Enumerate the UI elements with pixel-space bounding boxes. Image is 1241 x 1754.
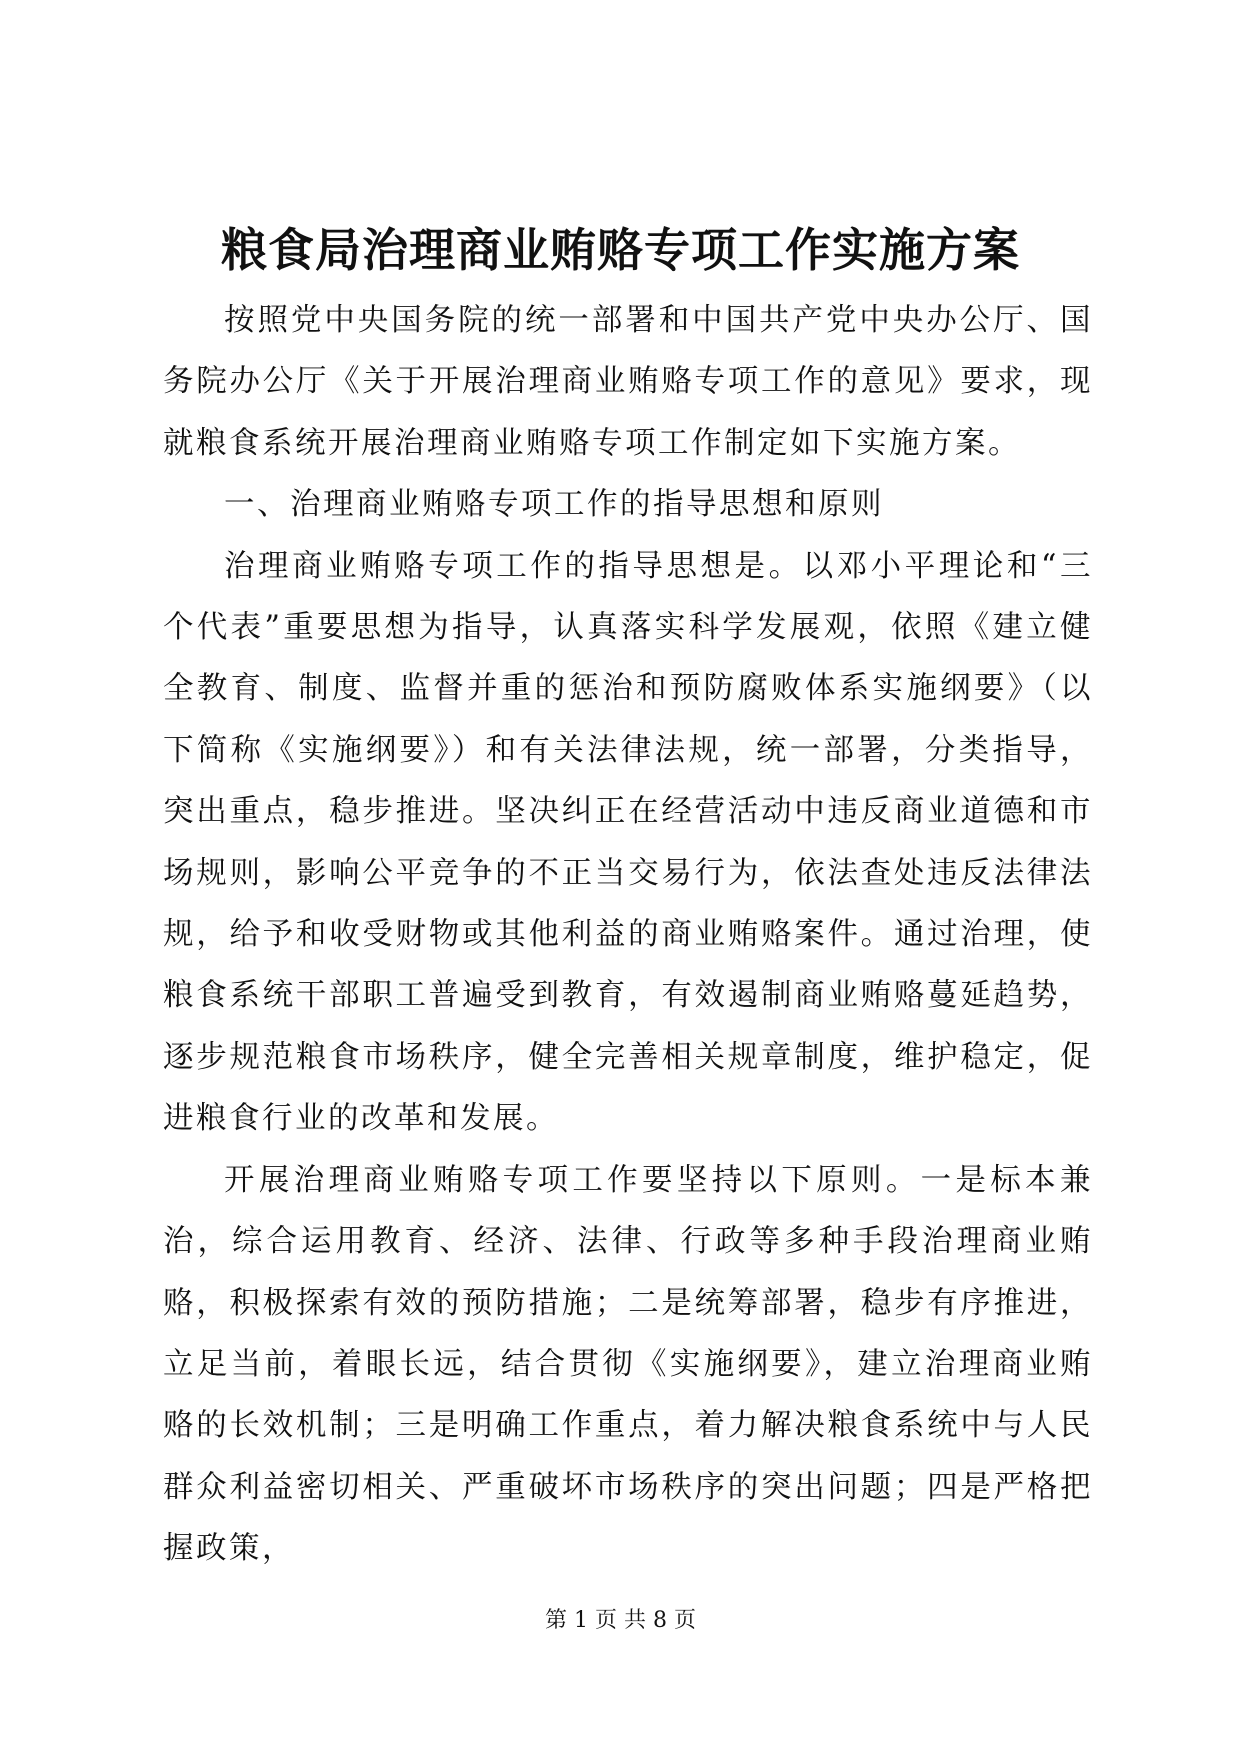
paragraph-guiding-thought: 治理商业贿赂专项工作的指导思想是。以邓小平理论和“三个代表”重要思想为指导，认真落实科学发展观，依照《建立健全教育、制度、监督并重的惩治和预防腐败体系实施纲要》（以下简称《实施纲要》）和有关法律法规，统一部署，分类指导，突出重点，稳步推进。坚决纠正在经营活动中违反商业道德和市场规则，影响公平竞争的不正当交易行为，依法查处违反法律法规，给予和收受财物或其他利益的商业贿赂案件。通过治理，使粮食系统干部职工普遍受到教育，有效遏制商业贿赂蔓延趋势，逐步规范粮食市场秩序，健全完善相关规章制度，维护稳定，促进粮食行业的改革和发展。 <box>163 548 1093 1137</box>
section-heading-1: 一、治理商业贿赂专项工作的指导思想和原则 <box>224 487 884 523</box>
paragraph-principles: 开展治理商业贿赂专项工作要坚持以下原则。一是标本兼治，综合运用教育、经济、法律、行政等多种手段治理商业贿赂，积极探索有效的预防措施；二是统筹部署，稳步有序推进，立足当前，着眼长远，结合贯彻《实施纲要》，建立治理商业贿赂的长效机制；三是明确工作重点，着力解决粮食系统中与人民群众利益密切相关、严重破坏市场秩序的突出问题；四是严格把握政策， <box>163 1162 1093 1567</box>
document-title: 粮食局治理商业贿赂专项工作实施方案 <box>221 223 1020 277</box>
page-footer: 第 1 页 共 8 页 <box>545 1608 696 1633</box>
document-body <box>163 290 1093 1580</box>
paragraph-intro: 按照党中央国务院的统一部署和中国共产党中央办公厅、国务院办公厅《关于开展治理商业贿赂专项工作的意见》要求，现就粮食系统开展治理商业贿赂专项工作制定如下实施方案。 <box>163 303 1093 461</box>
